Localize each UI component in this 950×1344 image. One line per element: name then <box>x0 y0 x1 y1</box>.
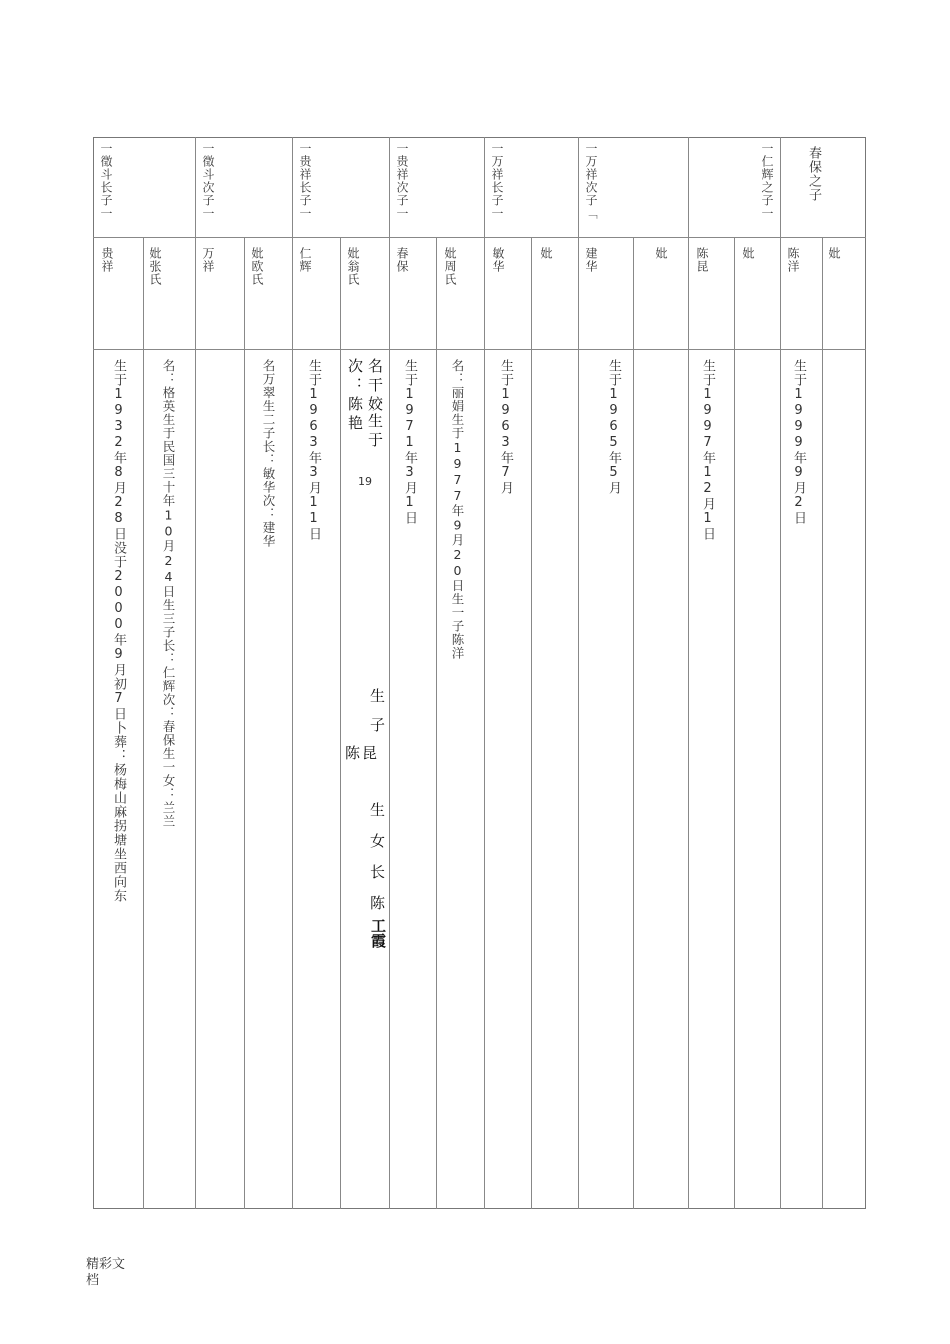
detail-chenyang: 生于1999年9月2日 <box>791 359 806 525</box>
name-ou: 妣欧氏 <box>250 247 264 286</box>
detail-weng-son-name: 陈昆 <box>345 744 380 762</box>
detail-guixiang: 生于1932年8月28日没于2000年9月初7日卜葬：杨梅山麻拐塘坐西向东 <box>111 359 126 903</box>
column-divider <box>578 137 579 1209</box>
name-zhou: 妣周氏 <box>443 247 457 286</box>
detail-zhang: 名：格英生于民国三十年10月24日生三子长：仁辉次：春保生一女：兰兰 <box>161 359 176 828</box>
name-guixiang: 贵祥 <box>100 247 114 273</box>
name-wanxiang: 万祥 <box>201 247 215 273</box>
name-chunbao: 春保 <box>395 247 409 273</box>
detail-weng-daughter-line: 生女长陈 <box>368 802 386 926</box>
name-spouse: 妣 <box>654 247 668 260</box>
name-renhui: 仁辉 <box>298 247 312 273</box>
name-jianhua: 建华 <box>584 247 598 273</box>
sub-column-divider <box>822 237 823 1209</box>
sub-column-divider <box>436 237 437 1209</box>
detail-minhua: 生于1963年7月 <box>498 359 513 495</box>
detail-chunbao: 生于1971年3月1日 <box>402 359 417 525</box>
detail-weng-year: 19 <box>358 475 372 488</box>
header-row-divider <box>93 237 866 238</box>
header-guixiang-eldest-son: 一贵祥长子一 <box>298 142 312 220</box>
detail-weng-daughter: 次：陈艳 <box>346 358 364 434</box>
name-chenkun: 陈昆 <box>695 247 709 273</box>
column-divider <box>389 137 390 1209</box>
header-wanxiang-eldest-son: 一万祥长子一 <box>490 142 504 220</box>
column-divider <box>780 137 781 1209</box>
detail-chenkun: 生于1997年12月1日 <box>700 359 715 541</box>
detail-renhui: 生于1963年3月11日 <box>306 359 321 541</box>
name-weng: 妣翁氏 <box>346 247 360 286</box>
name-zhang: 妣张氏 <box>148 247 162 286</box>
detail-weng-name: 名干姣 <box>366 358 384 415</box>
name-spouse: 妣 <box>539 247 553 260</box>
header-wanxiang-second-son: 一万祥次子「 <box>584 142 598 220</box>
column-divider <box>195 137 196 1209</box>
column-divider <box>292 137 293 1209</box>
name-spouse: 妣 <box>741 247 755 260</box>
name-spouse: 妣 <box>827 247 841 260</box>
header-weidou-second-son: 一徵斗次子一 <box>201 142 215 220</box>
header-guixiang-second-son: 一贵祥次子一 <box>395 142 409 220</box>
name-row-divider <box>93 349 866 350</box>
header-weidou-eldest-son: 一徵斗长子一 <box>99 142 113 220</box>
header-renhui-son: 一仁辉之子一 <box>760 142 774 220</box>
detail-weng-son: 生子 <box>368 688 386 746</box>
name-chenyang: 陈洋 <box>786 247 800 273</box>
footer-note: 精彩文档 <box>86 1257 126 1288</box>
detail-zhou: 名：丽娟生于1977年9月20日生一子陈洋 <box>450 359 465 660</box>
name-minhua: 敏华 <box>491 247 505 273</box>
detail-ou: 名万翠生二子长：敏华次：建华 <box>261 359 276 548</box>
header-chunbao-son: 春保之子 <box>806 146 821 202</box>
sub-column-divider <box>244 237 245 1209</box>
detail-jianhua: 生于1965年5月 <box>606 359 621 495</box>
detail-weng-born: 生于 <box>366 413 384 451</box>
sub-column-divider <box>531 237 532 1209</box>
genealogy-table <box>93 137 866 1209</box>
sub-column-divider <box>734 237 735 1209</box>
column-divider <box>484 137 485 1209</box>
column-divider <box>688 137 689 1209</box>
sub-column-divider <box>633 237 634 1209</box>
sub-column-divider <box>143 237 144 1209</box>
sub-column-divider <box>340 237 341 1209</box>
detail-weng-daughter-name: 工霞 <box>369 918 387 948</box>
